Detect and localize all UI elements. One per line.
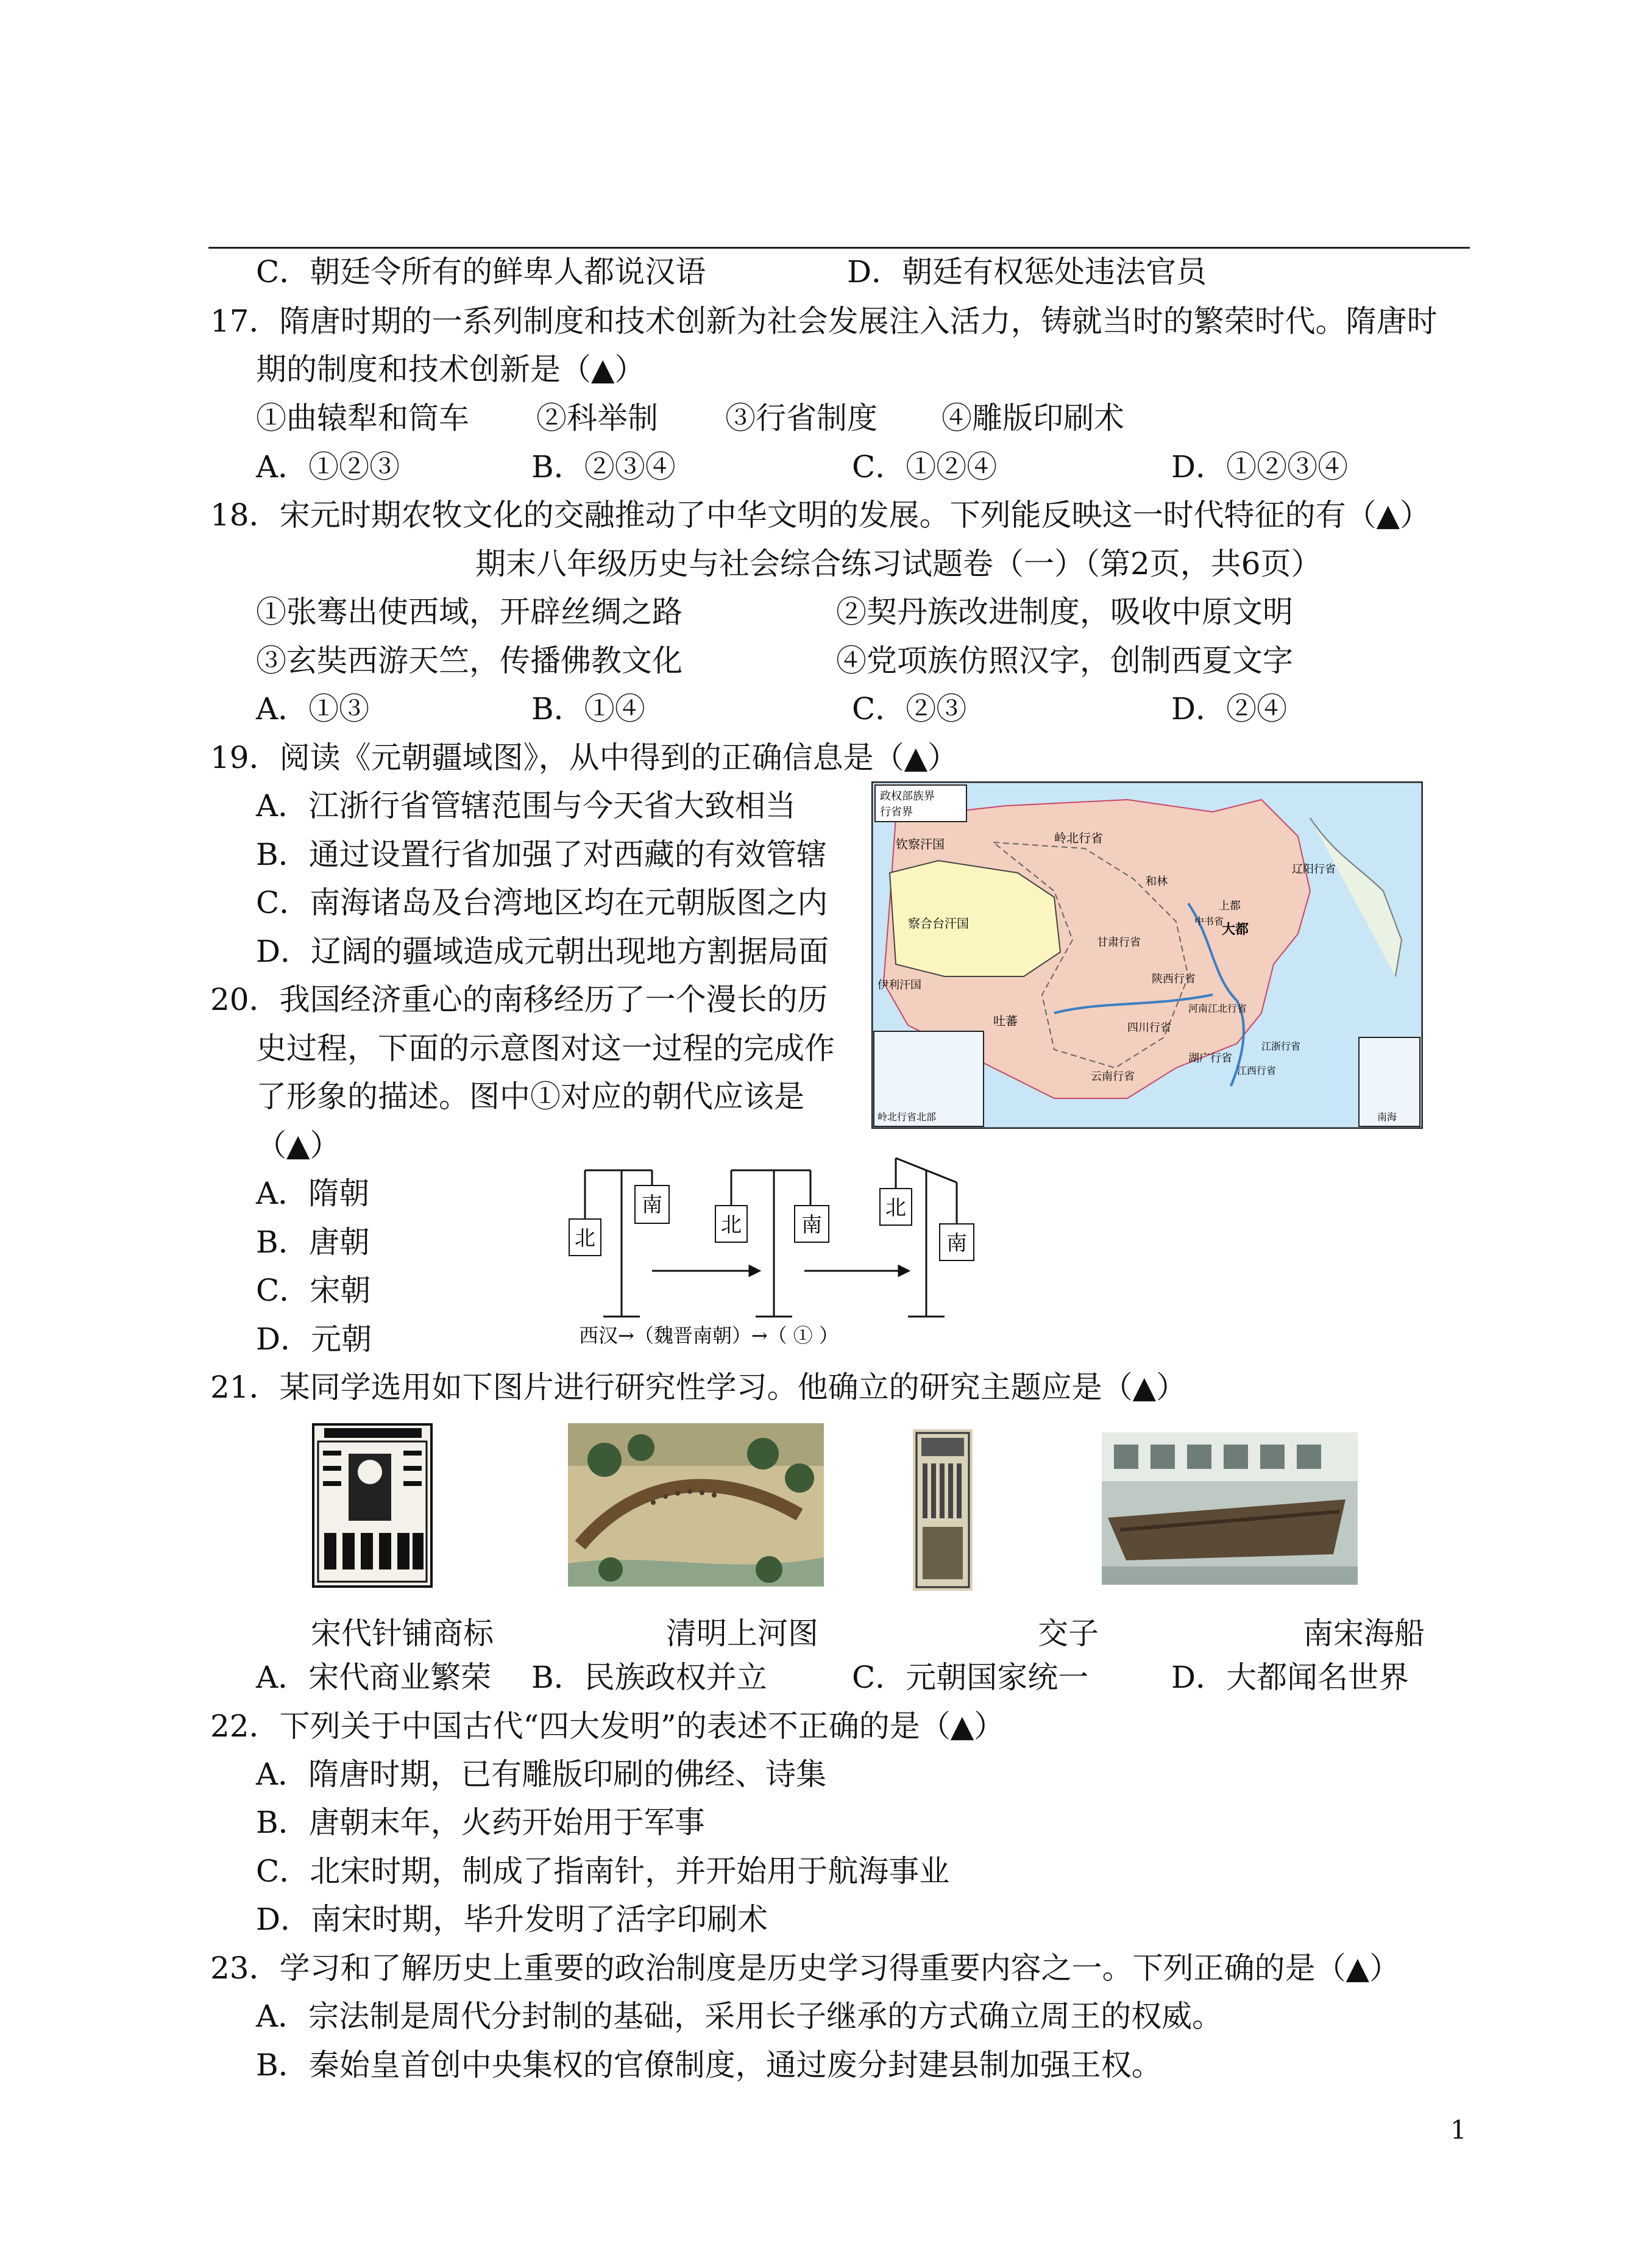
q18-item-4: ④党项族仿照汉字，创制西夏文字 — [836, 643, 1293, 678]
q20-stem-4: （▲） — [256, 1128, 341, 1163]
q23-option-b: B．秦始皇首创中央集权的官僚制度，通过废分封建县制加强王权。 — [256, 2047, 1162, 2083]
map-label-lingbei: 岭北行省 — [1054, 831, 1103, 845]
q20-stem-3: 了形象的描述。图中①对应的朝代应该是 — [256, 1079, 804, 1114]
caption-ship: 南宋海船 — [1303, 1616, 1425, 1651]
jiaozi-paper-money-image — [913, 1429, 973, 1591]
q22-option-d: D．南宋时期，毕升发明了活字印刷术 — [256, 1902, 768, 1937]
q17-item-4: ④雕版印刷术 — [941, 400, 1124, 436]
q16-option-d: D．朝廷有权惩处违法官员 — [847, 254, 1207, 290]
q19-option-c: C．南海诸岛及台湾地区均在元朝版图之内 — [256, 885, 828, 920]
song-needle-shop-trademark-image — [312, 1423, 433, 1588]
map-label-shaanxi: 陕西行省 — [1152, 973, 1196, 986]
map-label-tubo: 吐蕃 — [993, 1014, 1018, 1028]
q18-item-3: ③玄奘西游天竺，传播佛教文化 — [256, 643, 682, 678]
map-label-shangdu: 上都 — [1219, 900, 1241, 912]
q17-item-1: ①曲辕犁和筒车 — [256, 400, 469, 436]
map-inset-lingbei-north: 岭北行省北部 — [878, 1111, 937, 1123]
q18-item-2: ②契丹族改进制度，吸收中原文明 — [836, 594, 1293, 630]
q22-stem: 22．下列关于中国古代“四大发明”的表述不正确的是（▲） — [210, 1708, 1005, 1744]
q18-option-a: A．①③ — [256, 691, 370, 727]
map-label-jiangxi: 江西行省 — [1237, 1065, 1277, 1076]
map-inset-nanhai: 南海 — [1377, 1111, 1397, 1123]
q22-option-c: C．北宋时期，制成了指南针，并开始用于航海事业 — [256, 1854, 950, 1889]
map-label-yunnan: 云南行省 — [1091, 1070, 1135, 1083]
q22-option-b: B．唐朝末年，火药开始用于军事 — [256, 1805, 705, 1840]
map-label-dadu: 大都 — [1222, 922, 1249, 937]
map-label-ilkhanate: 伊利汗国 — [878, 979, 921, 992]
q16-option-c: C．朝廷令所有的鲜卑人都说汉语 — [256, 254, 706, 290]
q18-item-1: ①张骞出使西域，开辟丝绸之路 — [256, 594, 682, 630]
map-label-sichuan: 四川行省 — [1127, 1022, 1171, 1034]
q17-option-c: C．①②④ — [852, 449, 998, 485]
q21-option-c: C．元朝国家统一 — [852, 1660, 1089, 1695]
q20-option-a: A．隋朝 — [256, 1176, 370, 1211]
map-label-gansu: 甘肃行省 — [1097, 936, 1141, 949]
page-number: 1 — [1450, 2115, 1467, 2145]
q21-option-d: D．大都闻名世界 — [1171, 1660, 1409, 1695]
q23-option-a: A．宗法制是周代分封制的基础，采用长子继承的方式确立周王的权威。 — [256, 1999, 1223, 2034]
q17-option-b: B．②③④ — [531, 449, 676, 485]
qingming-scroll-image — [568, 1423, 824, 1587]
q19-option-a: A．江浙行省管辖范围与今天省大致相当 — [256, 788, 796, 823]
map-label-liaoyang: 辽阳行省 — [1292, 863, 1336, 876]
q17-stem-cont: 期的制度和技术创新是（▲） — [256, 352, 645, 387]
q20-option-c: C．宋朝 — [256, 1273, 371, 1308]
diagram-north-2: 北 — [721, 1213, 742, 1237]
diagram-caption: 西汉→（魏晋南朝）→（ ① ） — [579, 1324, 838, 1347]
diagram-north-1: 北 — [575, 1226, 595, 1251]
q20-option-b: B．唐朝 — [256, 1225, 370, 1260]
page-header: 期末八年级历史与社会综合练习试题卷（一）（第2页，共6页） — [475, 546, 1322, 581]
q17-item-3: ③行省制度 — [725, 400, 878, 436]
q17-item-2: ②科举制 — [536, 400, 658, 436]
q20-option-d: D．元朝 — [256, 1321, 372, 1357]
q20-stem-2: 史过程，下面的示意图对这一过程的完成作 — [256, 1031, 835, 1066]
diagram-south-3: 南 — [946, 1231, 967, 1256]
yuan-territory-map — [871, 781, 1423, 1129]
diagram-north-3: 北 — [885, 1196, 906, 1220]
q18-stem: 18．宋元时期农牧文化的交融推动了中华文明的发展。下列能反映这一时代特征的有（▲） — [210, 497, 1431, 533]
q19-option-b: B．通过设置行省加强了对西藏的有效管辖 — [256, 837, 827, 872]
q18-option-d: D．②④ — [1171, 691, 1288, 727]
q19-stem: 19．阅读《元朝疆域图》，从中得到的正确信息是（▲） — [210, 740, 959, 775]
map-label-huguang: 湖广行省 — [1188, 1052, 1232, 1065]
q21-option-a: A．宋代商业繁荣 — [256, 1660, 492, 1695]
q21-option-b: B．民族政权并立 — [531, 1660, 767, 1695]
q21-stem: 21．某同学选用如下图片进行研究性学习。他确立的研究主题应是（▲） — [210, 1370, 1187, 1405]
caption-qingming: 清明上河图 — [666, 1616, 818, 1651]
q20-stem-1: 20．我国经济重心的南移经历了一个漫长的历 — [210, 982, 828, 1017]
map-label-chagatai: 察合台汗国 — [908, 916, 969, 931]
map-label-helin: 和林 — [1146, 875, 1168, 888]
q18-option-b: B．①④ — [531, 691, 645, 727]
caption-jiaozi: 交子 — [1038, 1616, 1099, 1651]
q19-option-d: D．辽阔的疆域造成元朝出现地方割据局面 — [256, 934, 829, 969]
map-legend-1: 政权部族界 — [880, 790, 935, 803]
map-label-qincha: 钦察汗国 — [896, 837, 945, 851]
map-label-zhongshu: 中书省 — [1194, 915, 1224, 927]
q22-option-a: A．隋唐时期，已有雕版印刷的佛经、诗集 — [256, 1757, 827, 1792]
q17-option-a: A．①②③ — [256, 449, 400, 485]
map-legend-2: 行省界 — [880, 806, 913, 819]
economic-center-balance-diagram — [561, 1146, 987, 1353]
caption-trademark: 宋代针铺商标 — [311, 1616, 494, 1651]
map-label-henan: 河南江北行省 — [1188, 1003, 1247, 1014]
diagram-south-1: 南 — [642, 1193, 662, 1217]
q17-option-d: D．①②③④ — [1171, 449, 1349, 485]
q18-option-c: C．②③ — [852, 691, 967, 727]
q17-stem: 17．隋唐时期的一系列制度和技术创新为社会发展注入活力，铸就当时的繁荣时代。隋唐时 — [210, 304, 1438, 339]
diagram-south-2: 南 — [801, 1213, 822, 1237]
q23-stem: 23．学习和了解历史上重要的政治制度是历史学习得重要内容之一。下列正确的是（▲） — [210, 1950, 1400, 1986]
top-rule — [208, 247, 1470, 249]
map-label-jiangzhe: 江浙行省 — [1261, 1040, 1301, 1052]
southern-song-ship-image — [1102, 1432, 1358, 1585]
